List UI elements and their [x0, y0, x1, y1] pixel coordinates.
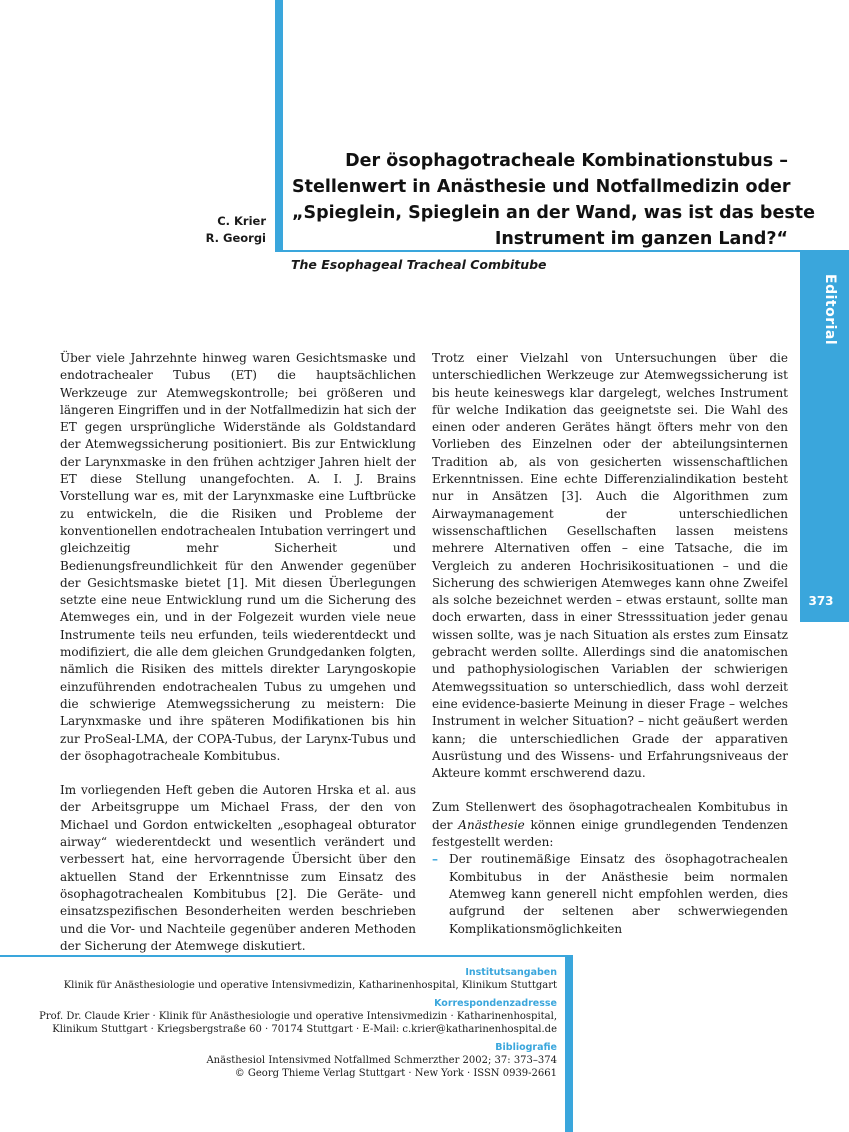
emphasis: Anästhesie: [458, 817, 525, 832]
section-tab: [800, 252, 849, 622]
accent-rule-bottom: [0, 955, 573, 957]
article-title: [292, 148, 815, 252]
body-paragraph: Zum Stellenwert des ösophagotrachealen Kombitubus in der Anästhesie können einige grundlegenden Tendenzen festgestellt werden:: [432, 800, 788, 850]
accent-bar-bottom: [565, 955, 573, 1132]
article-subtitle: The Esophageal Tracheal Combitube: [291, 257, 547, 272]
page-number: 373: [808, 594, 834, 608]
article-footer: [37, 966, 557, 1080]
body-column-left: [60, 350, 416, 972]
footer-institut-text: Klinik für Anästhesiologie und operative Intensivmedizin, Katharinenhospital, Klinikum Stuttgart: [63, 980, 557, 991]
accent-bar-top: [275, 0, 283, 250]
footer-korr-line: Klinikum Stuttgart · Kriegsbergstraße 60 · 70174 Stuttgart · E-Mail: c.krier@katharinenhospital.de: [52, 1024, 557, 1035]
body-paragraph: Im vorliegenden Heft geben die Autoren Hrska et al. aus der Arbeitsgruppe um Michael Frass, der den von Michael und Gordon entwickelten „esophageal obturator airway“ wiederentdeckt und wesentlich verändert und verbessert hat, eine hervorragende Übersicht über den aktuellen Stand der Erkenntnisse zum Einsatz des ösophagotrachealen Kombitubus [2]. Die Geräte- und einsatzspezifischen Besonderheiten werden beschrieben und die Vor- und Nachteile gegenüber anderen Methoden der Sicherung der Atemwege diskutiert.: [60, 783, 416, 953]
title-line: Stellenwert in Anästhesie und Notfallmedizin oder: [292, 177, 791, 197]
author-name: C. Krier: [217, 214, 266, 228]
dash-bullet: –: [432, 852, 438, 867]
body-paragraph: Trotz einer Vielzahl von Untersuchungen über die unterschiedlichen Werkzeuge zur Atemwegssicherung ist bis heute keineswegs klar dargelegt, welches Instrument für welche Indikation das geeignetste sei. Die Wahl des einen oder anderen Gerätes hängt öfters mehr von den Vorlieben des Einzelnen oder der abteilungsinternen Tradition ab, als von gesicherten wissenschaftlichen Erkenntnissen. Eine echte Differenzialindikation besteht nur in Ansätzen [3]. Auch die Algorithmen zum Airwaymanagement der unterschiedlichen wissenschaftlichen Gesellschaften lassen meistens mehrere Alternativen offen – eine Tatsache, die im Vergleich zu anderen Hochrisikosituationen – und die Sicherung des schwierigen Atemweges kann ohne Zweifel als solche bezeichnet werden – etwas erstaunt, sollte man doch erwarten, dass in einer Stresssituation jeder genau wissen sollte, was je nach Situation als erstes zum Einsatz gebracht werden sollte. Allerdings sind die anatomischen und pathophysiologischen Variablen der schwierigen Atemwegssituation so unterschiedlich, dass wohl derzeit eine evidence-basierte Meinung in dieser Frage – welches Instrument in welcher Situation? – nicht geäußert werden kann; die unterschiedlichen Grade der apparativen Ausrüstung und des Wissens- und Erfahrungsniveaus der Akteure kommt erschwerend dazu.: [432, 351, 788, 781]
list-item-text: Der routinemäßige Einsatz des ösophagotrachealen Kombitubus in der Anästhesie beim normalen Atemweg kann generell nicht empfohlen werden, dies aufgrund der seltenen aber schwerwiegenden Komplikationsmöglichkeiten: [449, 852, 788, 936]
footer-biblio-line: Anästhesiol Intensivmed Notfallmed Schmerzther 2002; 37: 373–374: [206, 1055, 557, 1066]
section-label: Editorial: [822, 274, 838, 346]
title-line: „Spieglein, Spieglein an der Wand, was ist das beste: [292, 203, 815, 223]
footer-korr-line: Prof. Dr. Claude Krier · Klinik für Anästhesiologie und operative Intensivmedizin · Katharinenhospital,: [39, 1011, 557, 1022]
footer-heading-institut: Institutsangaben: [465, 967, 557, 978]
body-column-right: [432, 350, 788, 938]
footer-heading-bibliografie: Bibliografie: [495, 1042, 557, 1053]
list-item: [432, 851, 788, 937]
title-line: Instrument im ganzen Land?“: [494, 229, 788, 249]
footer-heading-korrespondenz: Korrespondenzadresse: [434, 998, 557, 1009]
body-paragraph: Über viele Jahrzehnte hinweg waren Gesichtsmaske und endotrachealer Tubus (ET) die hauptsächlichen Werkzeuge zur Atemwegskontrolle; bei größeren und längeren Eingriffen und in der Notfallmedizin hat sich der ET gegen ursprüngliche Widerstände als Goldstandard der Atemwegssicherung positioniert. Bis zur Entwicklung der Larynxmaske in den frühen achtziger Jahren hielt der ET diese Stellung unangefochten. A. I. J. Brains Vorstellung war es, mit der Larynxmaske eine Luftbrücke zu entwickeln, die die Risiken und Probleme der konventionellen endotrachealen Intubation verringert und gleichzeitig mehr Sicherheit und Bedienungsfreundlichkeit für den Anwender gegenüber der Gesichtsmaske bietet [1]. Mit diesen Überlegungen setzte eine neue Entwicklung rund um die Sicherung des Atemweges ein, und in der Folgezeit wurden viele neue Instrumente teils neu erfunden, teils wiederentdeckt und modifiziert, die alle dem gleichen Grundgedanken folgten, nämlich die Risiken des mittels direkter Laryngoskopie einzuführenden endotrachealen Tubus zu umgehen und die schwierige Atemwegssicherung zu meistern: Die Larynxmaske und ihre späteren Modifikationen bis hin zur ProSeal-LMA, der COPA-Tubus, der Larynx-Tubus und der ösophagotracheale Kombitubus.: [60, 351, 417, 763]
footer-biblio-line: © Georg Thieme Verlag Stuttgart · New York · ISSN 0939-2661: [234, 1068, 557, 1079]
author-name: R. Georgi: [205, 231, 266, 245]
title-line: Der ösophagotracheale Kombinationstubus –: [345, 151, 788, 171]
author-list: [206, 213, 266, 247]
